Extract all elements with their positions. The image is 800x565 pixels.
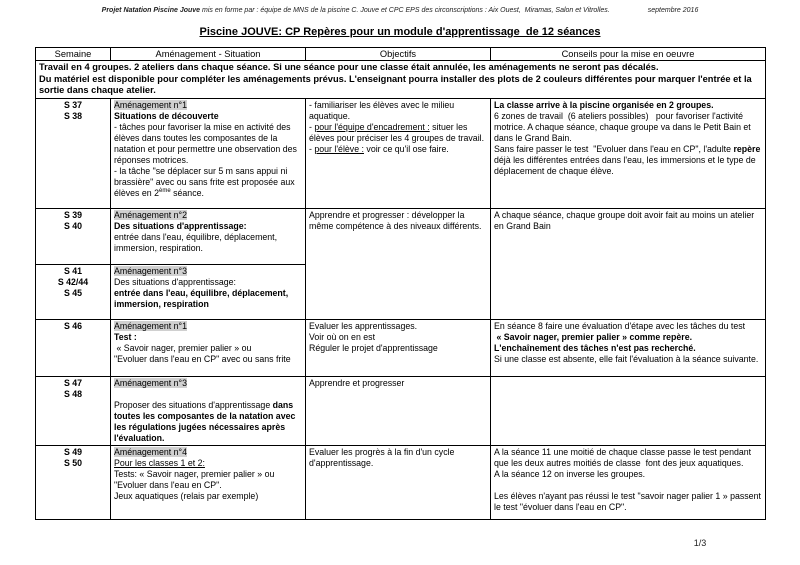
amenagement-cell bbox=[111, 98, 306, 208]
objectif-item: Réguler le projet d'apprentissage bbox=[309, 342, 438, 353]
amenagement-subtitle: Test : bbox=[114, 331, 137, 342]
amenagement-label: Aménagement n°2 bbox=[114, 209, 187, 220]
objectifs-cell bbox=[306, 376, 491, 445]
week-cell: S 49 S 50 bbox=[36, 445, 111, 519]
credit-date: septembre 2016 bbox=[647, 7, 699, 14]
objectif-item: - pour l'équipe d'encadrement : situer les élèves pour préciser les 4 groupes de travail. bbox=[309, 121, 485, 143]
amenagement-item: entrée dans l'eau, équilibre, déplacement, immersion, respiration bbox=[114, 287, 291, 309]
table-row-s46 bbox=[36, 319, 766, 376]
week-cell: S 46 bbox=[36, 319, 111, 376]
amenagement-cell bbox=[111, 319, 306, 376]
amenagement-label: Aménagement n°3 bbox=[114, 377, 187, 388]
objectif-item: Apprendre et progresser : développer la même compétence à des niveaux différents. bbox=[309, 209, 482, 231]
objectifs-cell bbox=[306, 98, 491, 208]
general-note-row bbox=[36, 61, 766, 99]
amenagement-subtitle: Des situations d'apprentissage: bbox=[114, 220, 247, 231]
week-cell: S 41 S 42/44 S 45 bbox=[36, 264, 111, 319]
amenagement-cell bbox=[111, 208, 306, 264]
note-line-2: Du matériel est disponible pour compléter les aménagements prévus. L'enseignant pourra installer des plots de 2 couleurs différentes pour marquer l'entrée et la sortie dans chaque atelier. bbox=[39, 73, 755, 96]
conseils-cell bbox=[491, 445, 766, 519]
amenagement-subtitle: Des situations d'apprentissage: bbox=[114, 276, 236, 287]
conseils-cell-merged bbox=[491, 208, 766, 319]
conseil-line: En séance 8 faire une évaluation d'étape avec les tâches du test bbox=[494, 320, 746, 331]
week-cell: S 47 S 48 bbox=[36, 376, 111, 445]
conseils-cell bbox=[491, 98, 766, 208]
conseil-line: 6 zones de travail (6 ateliers possibles) pour favoriser l'activité motrice. A chaque séance, chaque groupe va dans le Petit Bain et dans le Grand Bain. bbox=[494, 110, 754, 143]
table-row-s47-s48 bbox=[36, 376, 766, 445]
amenagement-item: Jeux aquatiques (relais par exemple) bbox=[114, 490, 259, 501]
table-header-row bbox=[36, 48, 766, 61]
objectif-item: Voir où on en est bbox=[309, 331, 376, 342]
note-line-1: Travail en 4 groupes. 2 ateliers dans chaque séance. Si une séance pour une classe était annulée, les aménagements ne seront pas décalés. bbox=[39, 62, 659, 72]
conseils-cell bbox=[491, 319, 766, 376]
conseil-line: A chaque séance, chaque groupe doit avoir fait au moins un atelier en Grand Bain bbox=[494, 209, 757, 231]
amenagement-item: "Evoluer dans l'eau en CP". bbox=[114, 479, 222, 490]
amenagement-item: « Savoir nager, premier palier » ou bbox=[114, 342, 252, 353]
col-header-objectifs: Objectifs bbox=[306, 48, 491, 61]
conseil-line: Sans faire passer le test "Evoluer dans l'eau en CP", l'adulte repère déjà les différentes entrées dans l'eau, les immersions et le type de déplacement de chaque élève. bbox=[494, 143, 763, 176]
amenagement-label: Aménagement n°1 bbox=[114, 320, 187, 331]
table-row-s39-s40 bbox=[36, 208, 766, 264]
conseil-line: Les élèves n'ayant pas réussi le test "savoir nager palier 1 » passent le test "évoluer dans l'eau en CP". bbox=[494, 490, 766, 512]
credit-author: Projet Natation Piscine Jouve bbox=[101, 7, 201, 14]
amenagement-item: Proposer des situations d'apprentissage dans toutes les composantes de la natation avec les régulations jugées nécessaires après l'évaluation. bbox=[114, 399, 298, 443]
objectifs-cell-merged bbox=[306, 208, 491, 319]
amenagement-item: - tâches pour favoriser la mise en activité des élèves dans toutes les composantes de la natation et pour permettre une observation des réponses motrices. bbox=[114, 121, 300, 165]
amenagement-cell bbox=[111, 445, 306, 519]
credit-text: mis en forme par : équipe de MNS de la piscine C. Jouve et CPC EPS des circonscriptions : Aix Ouest, Miramas, Salon et Vitrolles. bbox=[200, 7, 610, 14]
amenagement-subtitle: Pour les classes 1 et 2: bbox=[114, 457, 205, 468]
objectif-item: - familiariser les élèves avec le milieu aquatique. bbox=[309, 99, 457, 121]
amenagement-label: Aménagement n°3 bbox=[114, 265, 187, 276]
table-row-s37-s38 bbox=[36, 98, 766, 208]
week-cell: S 37 S 38 bbox=[36, 98, 111, 208]
amenagement-item: "Evoluer dans l'eau en CP" avec ou sans frite bbox=[114, 353, 291, 364]
week-cell: S 39 S 40 bbox=[36, 208, 111, 264]
col-header-semaine: Semaine bbox=[36, 48, 111, 61]
amenagement-cell bbox=[111, 264, 306, 319]
col-header-amenagement: Aménagement - Situation bbox=[111, 48, 306, 61]
objectif-item: - pour l'élève : voir ce qu'il ose faire. bbox=[309, 143, 449, 154]
spacer bbox=[494, 480, 762, 491]
conseil-line: La classe arrive à la piscine organisée en 2 groupes. bbox=[494, 99, 714, 110]
objectif-item: Evaluer les progrès à la fin d'un cycle d'apprentissage. bbox=[309, 446, 457, 468]
amenagement-item: Tests: « Savoir nager, premier palier » ou bbox=[114, 468, 275, 479]
table-row-s49-s50 bbox=[36, 445, 766, 519]
spacer bbox=[114, 389, 302, 400]
objectifs-cell bbox=[306, 445, 491, 519]
amenagement-label: Aménagement n°4 bbox=[114, 446, 187, 457]
planning-table bbox=[35, 47, 766, 520]
amenagement-label: Aménagement n°1 bbox=[114, 99, 187, 110]
conseils-cell-empty bbox=[491, 376, 766, 445]
credit-line bbox=[0, 7, 800, 14]
general-note-cell bbox=[36, 61, 766, 99]
amenagement-subtitle: Situations de découverte bbox=[114, 110, 219, 121]
page-number: 1/3 bbox=[693, 538, 707, 548]
conseil-line: Si une classe est absente, elle fait l'évaluation à la séance suivante. bbox=[494, 353, 759, 364]
conseil-line: A la séance 12 on inverse les groupes. bbox=[494, 468, 646, 479]
amenagement-item: - la tâche "se déplacer sur 5 m sans appui ni brassière" avec ou sans frite est proposée aux élèves en 2ème séance. bbox=[114, 165, 298, 198]
objectif-item: Evaluer les apprentissages. bbox=[309, 320, 418, 331]
col-header-conseils: Conseils pour la mise en oeuvre bbox=[491, 48, 766, 61]
amenagement-cell bbox=[111, 376, 306, 445]
conseil-line: A la séance 11 une moitié de chaque classe passe le test pendant que les deux autres moitiés de classe font des jeux aquatiques. bbox=[494, 446, 754, 468]
conseil-line: L'enchaînement des tâches n'est pas recherché. bbox=[494, 342, 696, 353]
page-title: Piscine JOUVE: CP Repères pour un module d'apprentissage de 12 séances bbox=[199, 26, 601, 38]
objectif-item: Apprendre et progresser bbox=[309, 377, 405, 388]
objectifs-cell bbox=[306, 319, 491, 376]
amenagement-item: entrée dans l'eau, équilibre, déplacement, immersion, respiration. bbox=[114, 231, 280, 253]
conseil-line: « Savoir nager, premier palier » comme repère. bbox=[494, 331, 693, 342]
